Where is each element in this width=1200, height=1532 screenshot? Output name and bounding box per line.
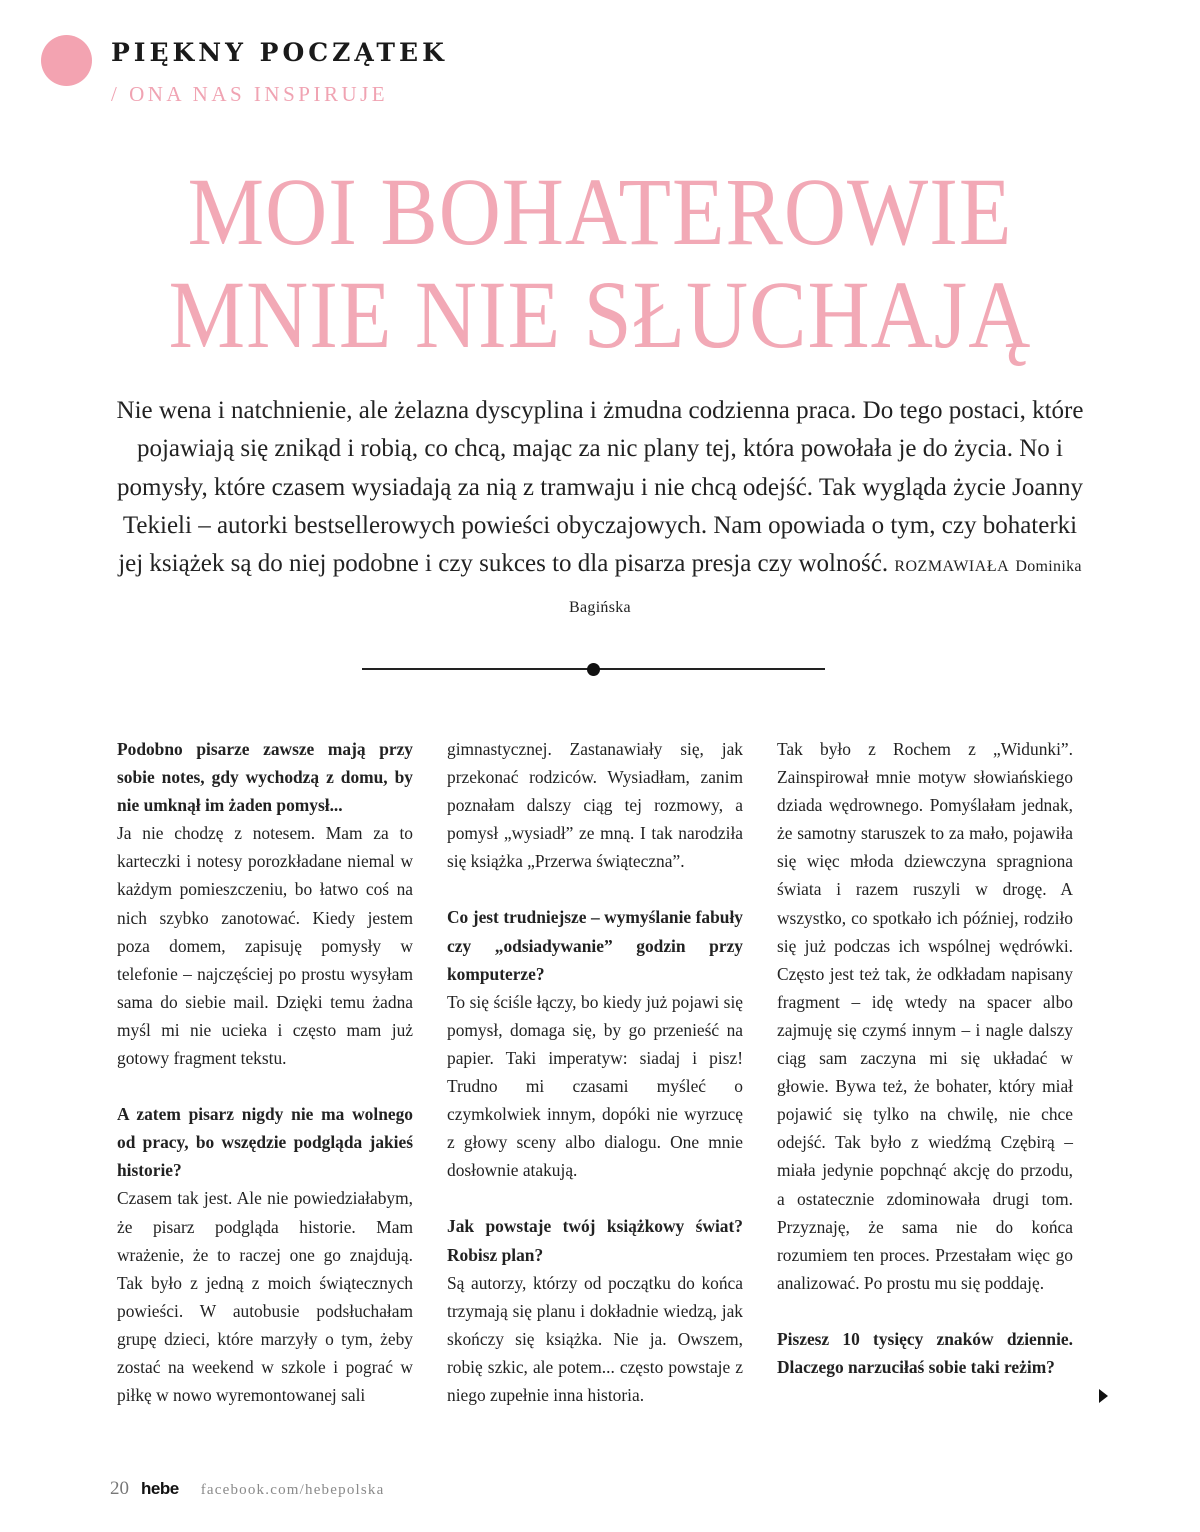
- interview-answer: Są autorzy, którzy od początku do końca trzymają się planu i dokładnie wiedzą, jak skończy się książka. Nie ja. Owszem, robię szkic, ale potem... często powstaje z niego zupełnie inna historia.: [447, 1272, 743, 1405]
- interview-question: Jak powstaje twój książkowy świat? Robisz plan?: [447, 1216, 743, 1265]
- article-lead: [110, 392, 1090, 628]
- interview-question: A zatem pisarz nigdy nie ma wolnego od pracy, bo wszędzie podgląda jakieś historie?: [117, 1104, 413, 1181]
- page-footer: [110, 1478, 384, 1500]
- section-marker-dot: [41, 35, 92, 86]
- interview-answer: Ja nie chodzę z notesem. Mam za to karteczki i notesy porozkładane niemal w każdym pomieszczeniu, bo łatwo coś na nich szybko zanotować. Kiedy jestem poza domem, zapisuję pomysły w telefonie – najczęściej po prostu wysyłam sama do siebie mail. Dzięki temu żadna myśl mi nie ucieka i często mam już gotowy fragment tekstu.: [117, 823, 413, 1069]
- article-headline: [0, 157, 1200, 369]
- interview-question: Podobno pisarze zawsze mają przy sobie notes, gdy wychodzą z domu, by nie umknął im żaden pomysł...: [117, 739, 413, 816]
- footer-url: facebook.com/hebepolska: [200, 1482, 385, 1498]
- byline-label: ROZMAWIAŁA: [894, 558, 1010, 576]
- byline-name: Dominika Bagińska: [569, 558, 1082, 617]
- brand-logo: hebe: [141, 1479, 179, 1498]
- interview-answer: Tak było z Rochem z „Widunki”. Zainspirował mnie motyw słowiańskiego dziada wędrownego. Pomyślałam jednak, że samotny staruszek to za mało, pojawiła się więc młoda dziewczyna spragniona świata i razem ruszyli w drogę. A wszystko, co spotkało ich później, rodziło się już podczas ich wspólnej wędrówki. Często jest też tak, że odkładam napisany fragment – idę wtedy na spacer albo zajmuję się czymś innym – i nagle dalszy ciąg sam zaczyna mi się układać w głowie. Bywa też, że bohater, który miał pojawić się tylko na chwilę, nie chce odejść. Tak było z wiedźmą Czębirą – miała jedynie popchnąć akcję do przodu, a ostatecznie zdominowała drugi tom. Przyznaję, że sama nie do końca rozumiem ten proces. Przestałam więc go analizować. Po prostu mu się poddaję.: [777, 739, 1073, 1293]
- text-column-1: [117, 735, 413, 1409]
- text-column-2: [447, 735, 743, 1409]
- interview-question: Piszesz 10 tysięcy znaków dziennie. Dlaczego narzuciłaś sobie taki reżim?: [777, 1328, 1073, 1377]
- interview-answer: To się ściśle łączy, bo kiedy już pojawi się pomysł, domaga się, by go przenieść na papier. Taki imperatyw: siadaj i pisz! Trudno mi czasami myśleć o czymkolwiek innym, dopóki nie wyrzucę z głowy sceny albo dialogu. One mnie dosłownie atakują.: [447, 991, 743, 1181]
- lead-text: Nie wena i natchnienie, ale żelazna dyscyplina i żmudna codzienna praca. Do tego postaci, które pojawiają się znikąd i robią, co chcą, mając za nic plany tej, która powołała je do życia. No i pomysły, które czasem wysiadają za nią z tramwaju i nie chcą odejść. Tak wygląda życie Joanny Tekieli – autorki bestsellerowych powieści obyczajowych. Nam opowiada o tym, czy bohaterki jej książek są do niej podobne i czy sukces to dla pisarza presja czy wolność.: [116, 397, 1084, 578]
- headline-line-2: MNIE NIE SŁUCHAJĄ: [168, 260, 1032, 369]
- section-title: PIĘKNY POCZĄTEK: [111, 38, 448, 67]
- text-column-3: [777, 735, 1073, 1381]
- divider-dot: [587, 663, 600, 676]
- page-number: 20: [110, 1478, 129, 1499]
- interview-question: Co jest trudniejsze – wymyślanie fabuły czy „odsiadywanie” godzin przy komputerze?: [447, 907, 743, 984]
- continue-arrow-icon: [1099, 1389, 1108, 1403]
- headline-line-1: MOI BOHATEROWIE: [187, 157, 1013, 266]
- interview-answer: Czasem tak jest. Ale nie powiedziałabym, że pisarz podgląda historie. Mam wrażenie, że to raczej one go znajdują. Tak było z jedną z moich świątecznych powieści. W autobusie podsłuchałam grupę dzieci, które marzyły o tym, żeby zostać na weekend w szkole i pograć w piłkę w nowo wyremontowanej sali: [117, 1188, 413, 1406]
- section-subtitle: / ONA NAS INSPIRUJE: [111, 82, 389, 106]
- interview-answer: gimnastycznej. Zastanawiały się, jak przekonać rodziców. Wysiadłam, zanim poznałam dalszy ciąg tej rozmowy, a pomysł „wysiadł” ze mną. I tak narodziła się książka „Przerwa świąteczna”.: [447, 739, 743, 872]
